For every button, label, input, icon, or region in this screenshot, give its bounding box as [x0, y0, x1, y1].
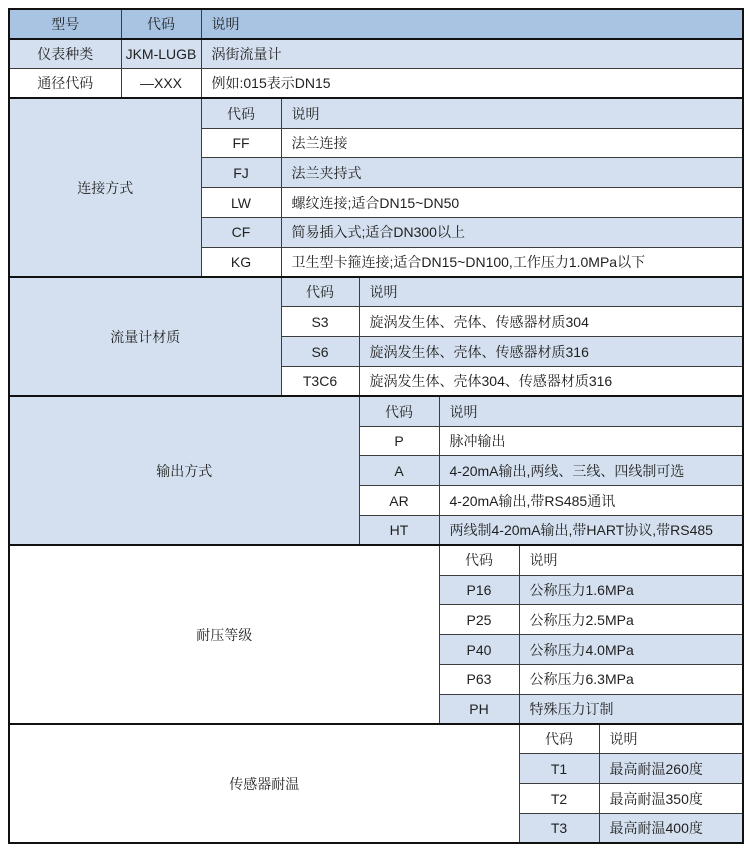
section-label-temperature: 传感器耐温	[9, 724, 519, 843]
code-cell: —XXX	[121, 69, 201, 99]
sub-header-code: 代码	[281, 277, 359, 307]
sub-header-code: 代码	[519, 724, 599, 754]
desc-cell: 旋涡发生体、壳体304、传感器材质316	[359, 367, 743, 397]
code-cell: P40	[439, 635, 519, 665]
table-row	[9, 98, 743, 128]
section-label-pressure: 耐压等级	[9, 545, 439, 724]
table-row	[9, 69, 743, 99]
desc-cell: 脉冲输出	[439, 426, 743, 456]
code-cell: FF	[201, 128, 281, 158]
code-cell: KG	[201, 247, 281, 277]
desc-cell: 卫生型卡箍连接;适合DN15~DN100,工作压力1.0MPa以下	[281, 247, 743, 277]
desc-cell: 旋涡发生体、壳体、传感器材质304	[359, 307, 743, 337]
desc-cell: 法兰连接	[281, 128, 743, 158]
table-row	[9, 39, 743, 69]
header-code: 代码	[121, 9, 201, 39]
desc-cell: 4-20mA输出,两线、三线、四线制可选	[439, 456, 743, 486]
code-cell: HT	[359, 516, 439, 546]
desc-cell: 法兰夹持式	[281, 158, 743, 188]
code-cell: T3C6	[281, 367, 359, 397]
code-cell: FJ	[201, 158, 281, 188]
code-cell: P25	[439, 605, 519, 635]
code-cell: JKM-LUGB	[121, 39, 201, 69]
desc-cell: 公称压力2.5MPa	[519, 605, 743, 635]
table-row	[9, 545, 743, 575]
desc-cell: 公称压力4.0MPa	[519, 635, 743, 665]
desc-cell: 螺纹连接;适合DN15~DN50	[281, 188, 743, 218]
sub-header-desc: 说明	[519, 545, 743, 575]
table-row	[9, 724, 743, 754]
code-cell: P16	[439, 575, 519, 605]
code-cell: T3	[519, 814, 599, 844]
code-cell: AR	[359, 486, 439, 516]
desc-cell: 最高耐温350度	[599, 784, 743, 814]
table-row	[9, 277, 743, 307]
sub-header-desc: 说明	[599, 724, 743, 754]
code-cell: S3	[281, 307, 359, 337]
code-cell: T1	[519, 754, 599, 784]
desc-cell: 例如:015表示DN15	[201, 69, 743, 99]
sub-header-code: 代码	[439, 545, 519, 575]
desc-cell: 公称压力1.6MPa	[519, 575, 743, 605]
section-label-output: 输出方式	[9, 396, 359, 545]
code-cell: PH	[439, 694, 519, 724]
table-row	[9, 396, 743, 426]
desc-cell: 旋涡发生体、壳体、传感器材质316	[359, 337, 743, 367]
model-selection-table	[8, 8, 744, 844]
sub-header-code: 代码	[201, 98, 281, 128]
header-desc: 说明	[201, 9, 743, 39]
sub-header-desc: 说明	[439, 396, 743, 426]
desc-cell: 两线制4-20mA输出,带HART协议,带RS485	[439, 516, 743, 546]
table-header-row	[9, 9, 743, 39]
section-label-connection: 连接方式	[9, 98, 201, 277]
code-cell: CF	[201, 218, 281, 248]
row-label-diameter-code: 通径代码	[9, 69, 121, 99]
sub-header-code: 代码	[359, 396, 439, 426]
row-label-instrument-type: 仪表种类	[9, 39, 121, 69]
code-cell: LW	[201, 188, 281, 218]
code-cell: A	[359, 456, 439, 486]
code-cell: P	[359, 426, 439, 456]
section-label-material: 流量计材质	[9, 277, 281, 396]
desc-cell: 简易插入式;适合DN300以上	[281, 218, 743, 248]
sub-header-desc: 说明	[359, 277, 743, 307]
header-model: 型号	[9, 9, 121, 39]
desc-cell: 最高耐温400度	[599, 814, 743, 844]
sub-header-desc: 说明	[281, 98, 743, 128]
desc-cell: 公称压力6.3MPa	[519, 665, 743, 695]
desc-cell: 4-20mA输出,带RS485通讯	[439, 486, 743, 516]
desc-cell: 最高耐温260度	[599, 754, 743, 784]
desc-cell: 涡街流量计	[201, 39, 743, 69]
code-cell: P63	[439, 665, 519, 695]
code-cell: T2	[519, 784, 599, 814]
desc-cell: 特殊压力订制	[519, 694, 743, 724]
code-cell: S6	[281, 337, 359, 367]
